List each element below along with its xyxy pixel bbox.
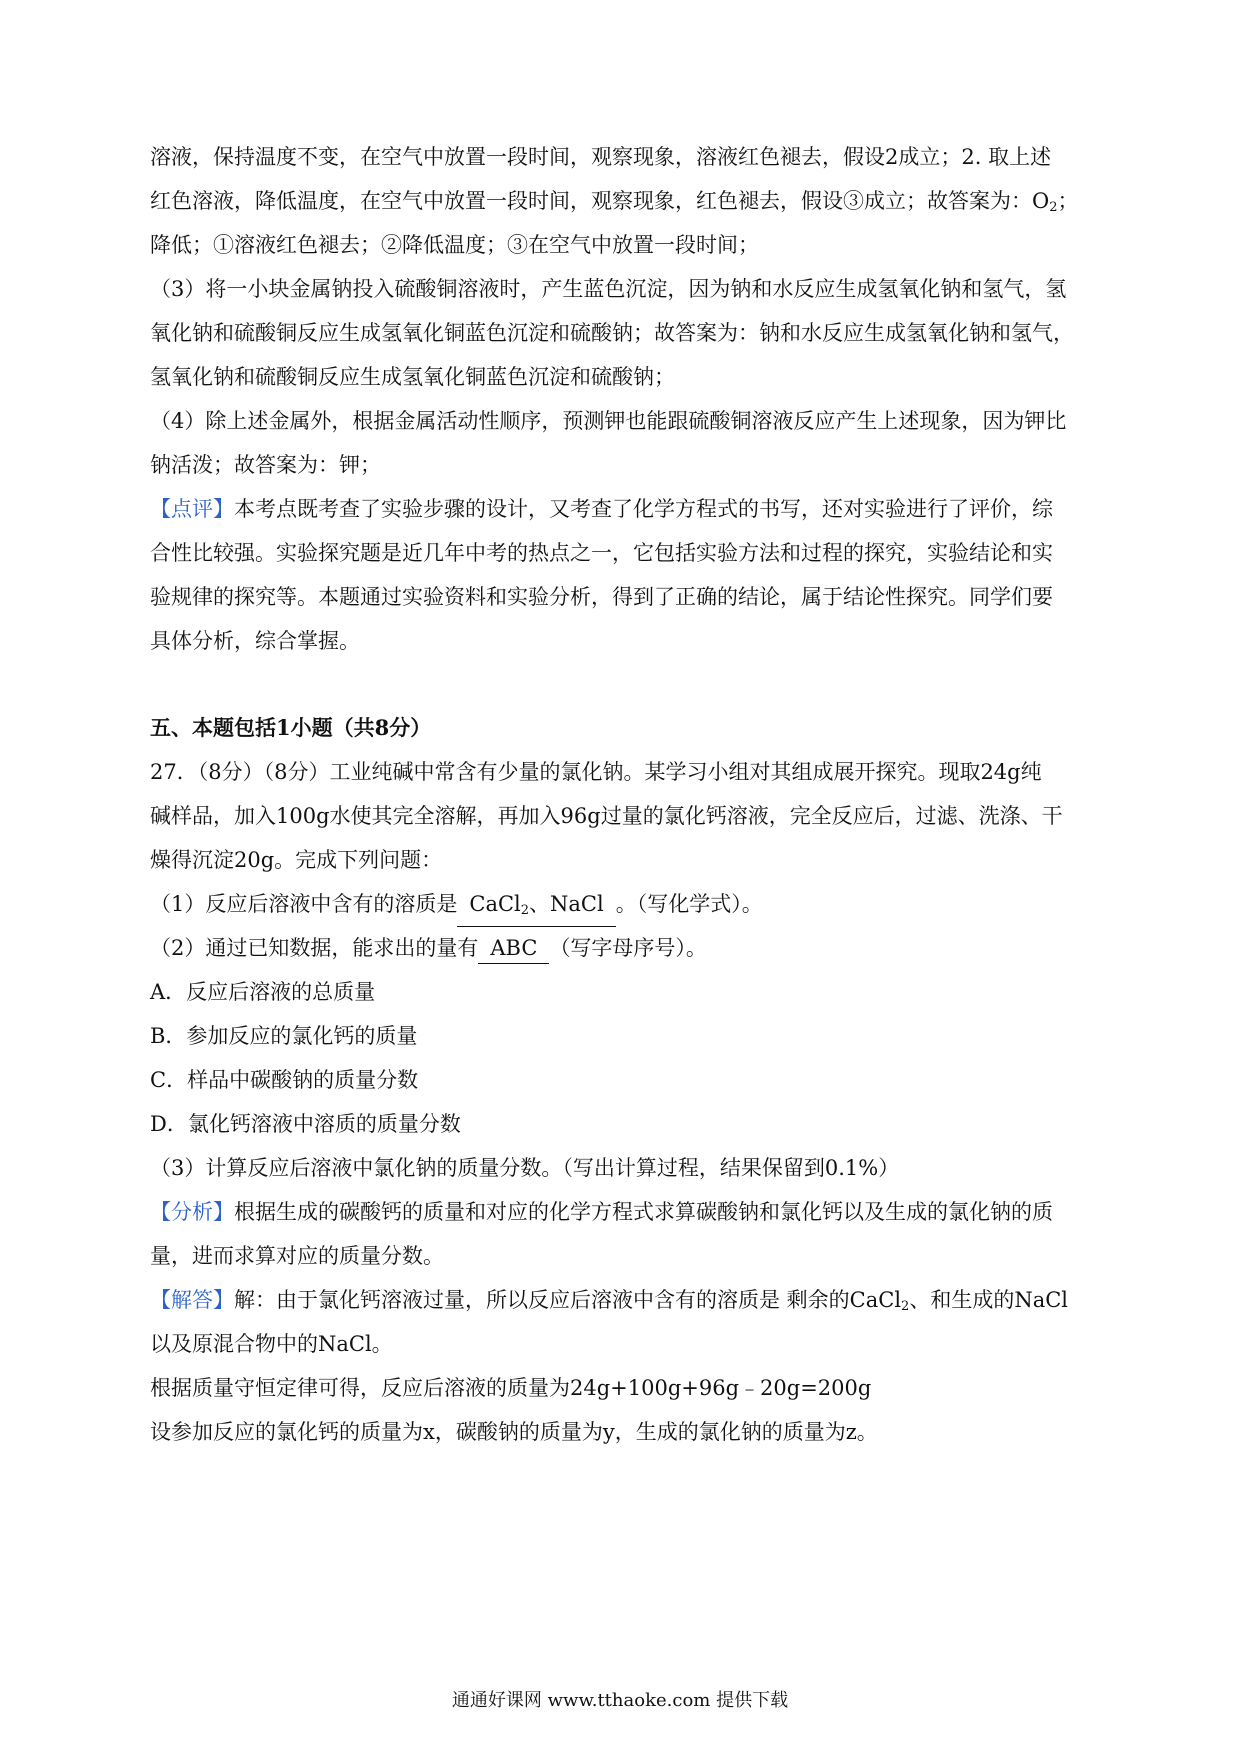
analysis-tag: 【分析】 (150, 1200, 234, 1224)
text-line (150, 186, 1100, 223)
option-b: B．参加反应的氯化钙的质量 (150, 1024, 418, 1048)
section-heading: 五、本题包括1小题（共8分） (150, 715, 432, 740)
answer-blank: ABC (478, 933, 549, 964)
answer-blank (457, 889, 615, 927)
text-span: 解：由于氯化钙溶液过量，所以反应后溶液中含有的溶质是 剩余的CaCl (234, 1288, 902, 1312)
text-span: 。（写化学式）。 (615, 892, 763, 916)
subscript: 2 (1049, 200, 1058, 215)
text-line: 溶液，保持温度不变，在空气中放置一段时间，观察现象，溶液红色褪去，假设2成立；2. 取上述 (150, 145, 1052, 169)
comment-line: 验规律的探究等。本题通过实验资料和实验分析，得到了正确的结论，属于结论性探究。同学们要 (150, 585, 1053, 609)
comment-line: 具体分析，综合掌握。 (150, 629, 360, 653)
text-line: 氢氧化钠和硫酸铜反应生成氢氧化铜蓝色沉淀和硫酸钠； (150, 365, 675, 389)
text-line: （3）将一小块金属钠投入硫酸铜溶液时，产生蓝色沉淀，因为钠和水反应生成氢氧化钠和氢气，氢 (150, 277, 1067, 301)
text-span: （写字母序号）。 (549, 936, 707, 960)
text-line: 钠活泼；故答案为：钾； (150, 453, 381, 477)
answer-line: 设参加反应的氯化钙的质量为x，碳酸钠的质量为y，生成的氯化钠的质量为z。 (150, 1420, 878, 1444)
text-line: 降低；①溶液红色褪去；②降低温度；③在空气中放置一段时间； (150, 233, 759, 257)
subquestion-1 (150, 889, 1100, 927)
analysis-line: 量，进而求算对应的质量分数。 (150, 1244, 444, 1268)
comment-tag: 【点评】 (150, 497, 234, 521)
option-a: A．反应后溶液的总质量 (150, 980, 376, 1004)
subscript: 2 (520, 903, 530, 918)
answer-line: 根据质量守恒定律可得，反应后溶液的质量为24g+100g+96g﹣20g=200g (150, 1376, 872, 1400)
answer-text: CaCl (469, 892, 521, 916)
text-span: （2）通过已知数据，能求出的量有 (150, 936, 479, 960)
answer-text: 、NaCl (529, 892, 604, 916)
subquestion-3: （3）计算反应后溶液中氯化钠的质量分数。（写出计算过程，结果保留到0.1%） (150, 1156, 900, 1180)
text-span: （1）反应后溶液中含有的溶质是 (150, 892, 458, 916)
text-span: ； (1057, 189, 1079, 213)
page-footer: 通通好课网 www.tthaoke.com 提供下载 (451, 1690, 789, 1711)
question-line: 27．（8分）（8分）工业纯碱中常含有少量的氯化钠。某学习小组对其组成展开探究。现取24g纯 (150, 760, 1042, 784)
text-span: 、和生成的NaCl (909, 1288, 1069, 1312)
comment-line (150, 494, 1100, 524)
answer-line (150, 1285, 1100, 1322)
subscript: 2 (901, 1299, 910, 1314)
text-span: 本考点既考查了实验步骤的设计，又考查了化学方程式的书写，还对实验进行了评价，综 (234, 497, 1053, 521)
option-c: C．样品中碳酸钠的质量分数 (150, 1068, 419, 1092)
question-line: 燥得沉淀20g。完成下列问题： (150, 848, 443, 872)
comment-line: 合性比较强。实验探究题是近几年中考的热点之一，它包括实验方法和过程的探究，实验结论和实 (150, 541, 1053, 565)
text-span: 红色溶液，降低温度，在空气中放置一段时间，观察现象，红色褪去，假设③成立；故答案为：O (150, 189, 1050, 213)
text-span: 根据生成的碳酸钙的质量和对应的化学方程式求算碳酸钠和氯化钙以及生成的氯化钠的质 (234, 1200, 1053, 1224)
answer-tag: 【解答】 (150, 1288, 234, 1312)
subquestion-2 (150, 933, 1100, 964)
analysis-line (150, 1197, 1100, 1227)
option-d: D．氯化钙溶液中溶质的质量分数 (150, 1112, 461, 1136)
answer-line: 以及原混合物中的NaCl。 (150, 1332, 393, 1356)
question-line: 碱样品，加入100g水使其完全溶解，再加入96g过量的氯化钙溶液，完全反应后，过滤、洗涤、干 (150, 804, 1063, 828)
text-line: （4）除上述金属外，根据金属活动性顺序，预测钾也能跟硫酸铜溶液反应产生上述现象，因为钾比 (150, 409, 1067, 433)
text-line: 氧化钠和硫酸铜反应生成氢氧化铜蓝色沉淀和硫酸钠；故答案为：钠和水反应生成氢氧化钠和氢气， (150, 321, 1074, 345)
